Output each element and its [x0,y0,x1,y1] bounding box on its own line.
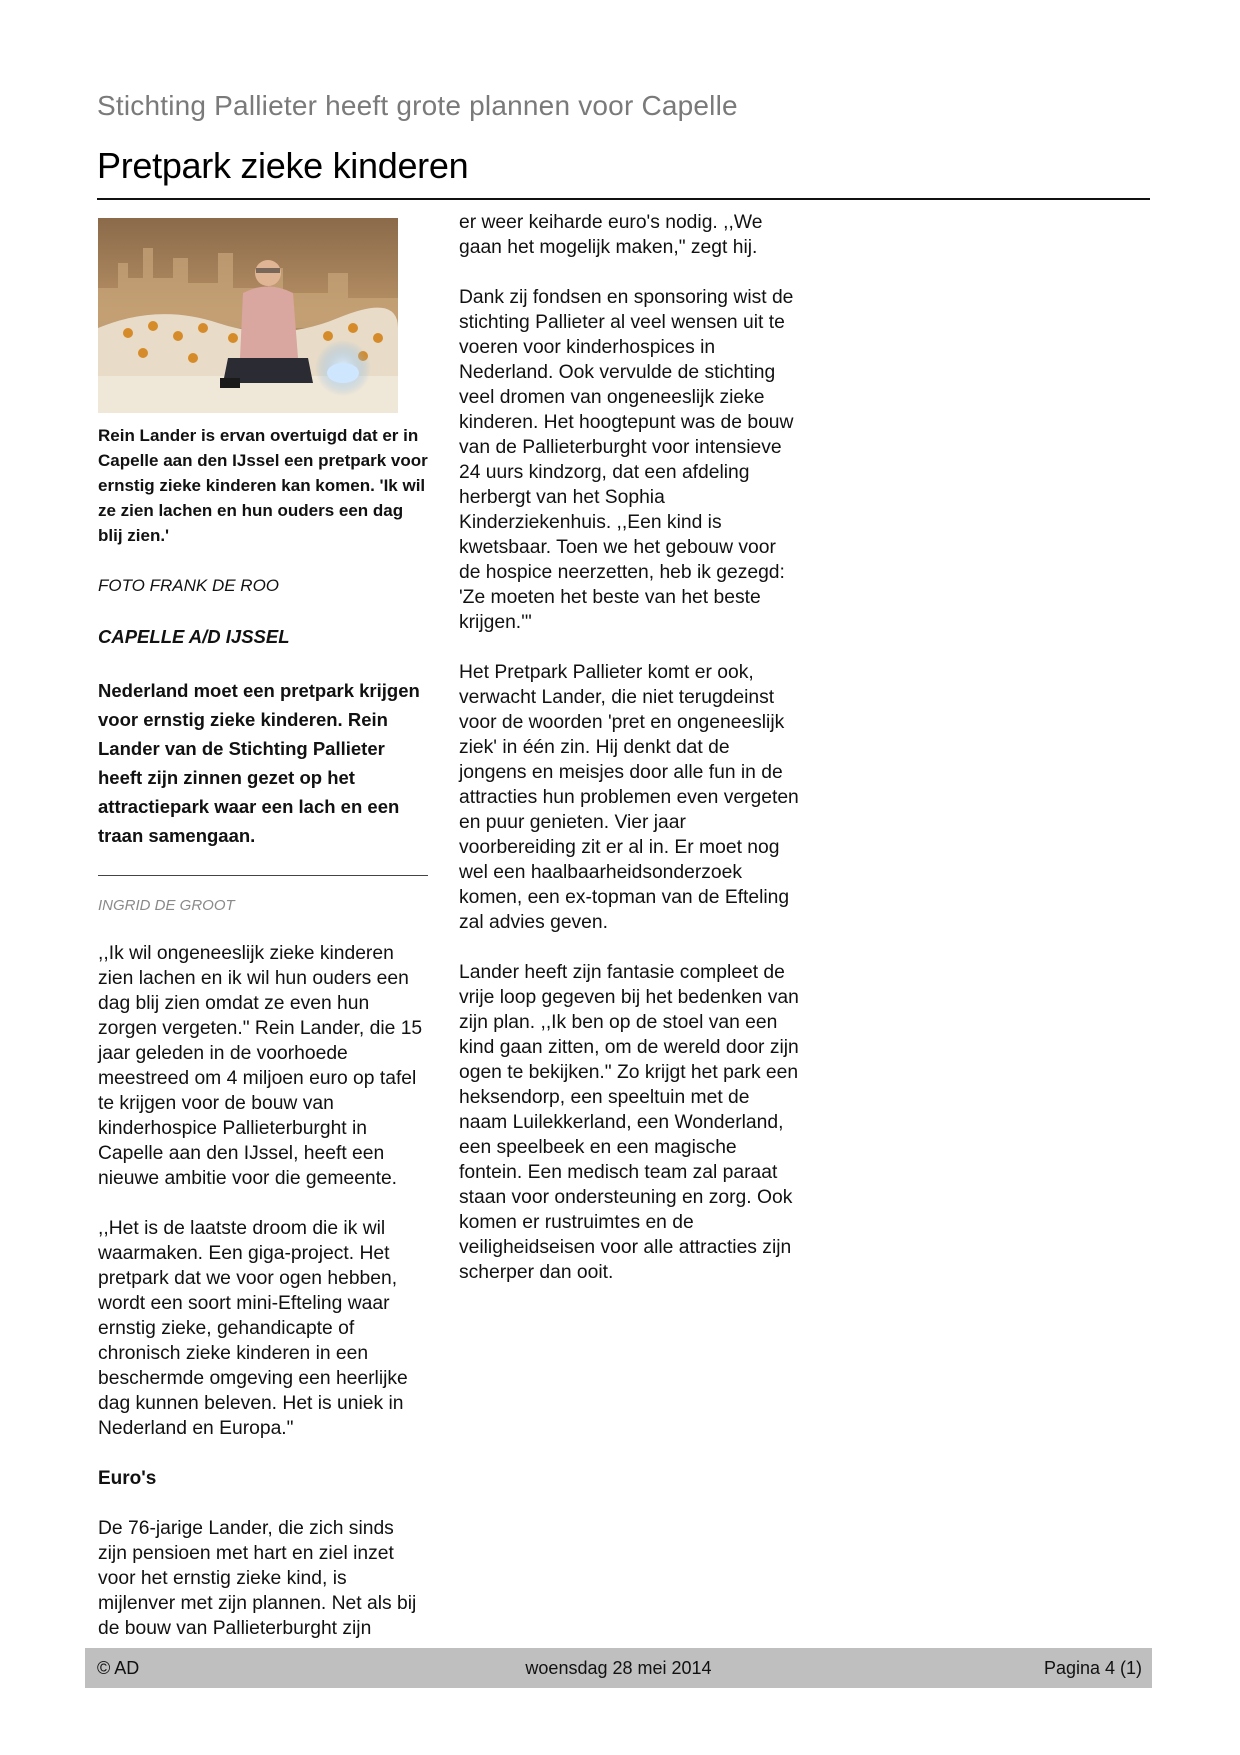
subheading: Euro's [98,1468,157,1489]
body-paragraph: er weer keiharde euro's nodig. ,,We gaan het mogelijk maken," zegt hij. [459,212,763,258]
body-paragraph: ,,Het is de laatste droom die ik wil waarmaken. Een giga-project. Het pretpark dat we voor ogen hebben, wordt een soort mini-Efteling waar ernstig zieke, gehandicapte of chronisch zieke kinderen in een beschermde omgeving een heerlijke dag kunnen beleven. Het is uniek in Nederland en Europa." [98,1218,408,1439]
body-paragraph: ,,Ik wil ongeneeslijk zieke kinderen zien lachen en ik wil hun ouders een dag blij zien omdat ze even hun zorgen vergeten." Rein Lander, die 15 jaar geleden in de voorhoede meestreed om 4 miljoen euro op tafel te krijgen voor de bouw van kinderhospice Pallieterburght in Capelle aan den IJssel, heeft een nieuwe ambitie voor die gemeente. [98,943,423,1189]
dateline: CAPELLE A/D IJSSEL [98,626,290,647]
photo-caption: Rein Lander is ervan overtuigd dat er in Capelle aan den IJssel een pretpark voor ernstig zieke kinderen kan komen. 'Ik wil ze zien lachen en hun ouders een dag blij zien.' [98,426,428,545]
footer-source: © AD [97,1658,140,1678]
title-divider [97,198,1150,200]
article-lead: Nederland moet een pretpark krijgen voor ernstig zieke kinderen. Rein Lander van de Stichting Pallieter heeft zijn zinnen gezet op het attractiepark waar een lach en een traan samengaan. [98,680,420,846]
byline: INGRID DE GROOT [98,897,235,914]
body-paragraph: Dank zij fondsen en sponsoring wist de stichting Pallieter al veel wensen uit te voeren voor kinderhospices in Nederland. Ook vervulde de stichting veel dromen van ongeneeslijk zieke kinderen. Het hoogtepunt was de bouw van de Pallieterburght voor intensieve 24 uurs kindzorg, dat een afdeling herbergt van het Sophia Kinderziekenhuis. ,,Een kind is kwetsbaar. Toen we het gebouw voor de hospice neerzetten, heb ik gezegd: 'Ze moeten het beste van het beste krijgen.'" [459,287,794,633]
body-paragraph: De 76-jarige Lander, die zich sinds zijn pensioen met hart en ziel inzet voor het ernstig zieke kind, is mijlenver met zijn plannen. Net als bij de bouw van Pallieterburght zijn [98,1518,417,1639]
article-headline: Pretpark zieke kinderen [97,145,469,186]
footer-date: woensdag 28 mei 2014 [525,1658,712,1678]
footer-page-number: Pagina 4 (1) [1043,1658,1142,1678]
body-paragraph: Het Pretpark Pallieter komt er ook, verwacht Lander, die niet terugdeinst voor de woorden 'pret en ongeneeslijk ziek' in één zin. Hij denkt dat de jongens en meisjes door alle fun in de attracties hun problemen even vergeten en puur genieten. Vier jaar voorbereiding zit er al in. Er moet nog wel een haalbaarheidsonderzoek komen, een ex-topman van de Efteling zal advies geven. [459,662,799,933]
article-photo [98,218,398,413]
photo-credit: FOTO FRANK DE ROO [98,576,280,595]
lead-divider [98,875,428,876]
body-paragraph: Lander heeft zijn fantasie compleet de vrije loop gegeven bij het bedenken van zijn plan. ,,Ik ben op de stoel van een kind gaan zitten, om de wereld door zijn ogen te bekijken." Zo krijgt het park een heksendorp, een speeltuin met de naam Luilekkerland, een Wonderland, een speelbeek en een magische fontein. Een medisch team zal paraat staan voor ondersteuning en zorg. Ook komen er rustruimtes en de veiligheidseisen voor alle attracties zijn scherper dan ooit. [459,962,799,1283]
left-column [98,218,428,1666]
page-footer [85,1648,1152,1688]
right-column [459,210,799,1310]
article-kicker: Stichting Pallieter heeft grote plannen voor Capelle [97,90,738,121]
